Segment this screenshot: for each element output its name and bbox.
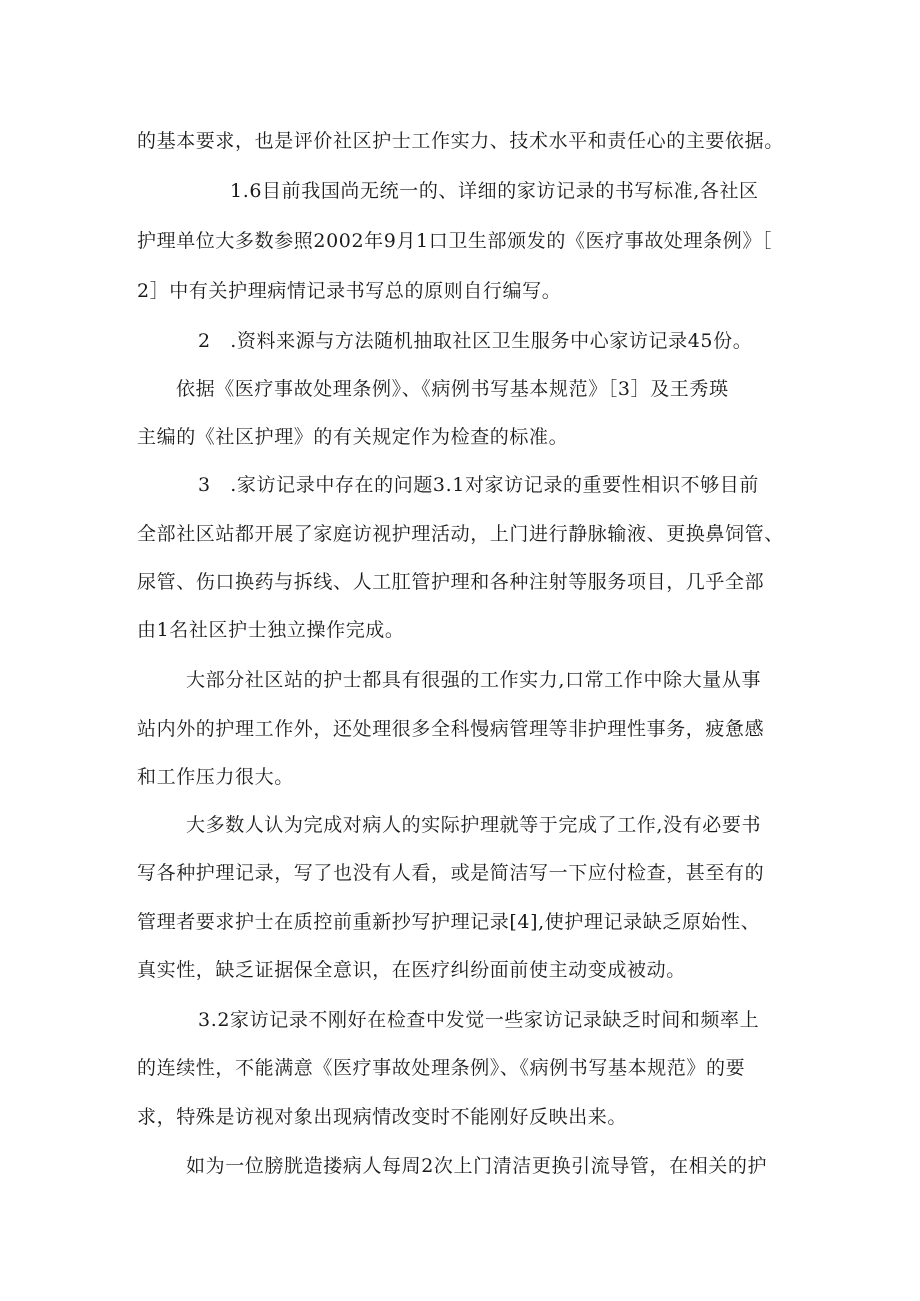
text-line: 尿管、伤口换药与拆线、人工肛管护理和各种注射等服务项目，几乎全部 bbox=[137, 571, 765, 593]
text-line: 3 .家访记录中存在的问题3.1对家访记录的重要性相识不够目前 bbox=[198, 474, 759, 496]
text-line: 1.6目前我国尚无统一的、详细的家访记录的书写标准,各社区 bbox=[230, 180, 759, 202]
text-line: 护理单位大多数参照2002年9月1口卫生部颁发的《医疗事故处理条例》［ bbox=[137, 230, 773, 252]
text-line: 的连续性，不能满意《医疗事故处理条例》、《病例书写基本规范》的要 bbox=[137, 1057, 746, 1079]
text-line: 3.2家访记录不刚好在检查中发觉一些家访记录缺乏时间和频率上 bbox=[198, 1009, 760, 1031]
text-line: 真实性，缺乏证据保全意识，在医疗纠纷面前使主动变成被动。 bbox=[137, 959, 686, 981]
text-line: 大多数人认为完成对病人的实际护理就等于完成了工作,没有必要书 bbox=[186, 814, 762, 836]
text-line: 全部社区站都开展了家庭访视护理活动，上门进行静脉输液、更换鼻饲管、 bbox=[137, 523, 784, 545]
text-line: 求，特殊是访视对象出现病情改变时不能刚好反映出来。 bbox=[137, 1106, 628, 1128]
text-line: 站内外的护理工作外，还处理很多全科慢病管理等非护理性事务，疲惫感 bbox=[137, 718, 765, 740]
text-line: 管理者要求护士在质控前重新抄写护理记录[4],使护理记录缺乏原始性、 bbox=[137, 911, 761, 933]
text-line: 写各种护理记录，写了也没有人看，或是简洁写一下应付检查，甚至有的 bbox=[137, 862, 765, 884]
text-line: 如为一位膀胱造搂病人每周2次上门清洁更换引流导管，在相关的护 bbox=[186, 1155, 768, 1177]
text-line: 依据《医疗事故处理条例》、《病例书写基本规范》［3］及王秀瑛 bbox=[176, 378, 729, 400]
text-line: 的基本要求，也是评价社区护士工作实力、技术水平和责任心的主要依据。 bbox=[137, 130, 784, 152]
text-line: 由1名社区护士独立操作完成。 bbox=[137, 619, 405, 641]
text-line: 2 .资料来源与方法随机抽取社区卫生服务中心家访记录45份。 bbox=[198, 330, 753, 352]
text-line: 大部分社区站的护士都具有很强的工作实力,口常工作中除大量从事 bbox=[186, 669, 762, 691]
text-line: 主编的《社区护理》的有关规定作为检查的标准。 bbox=[137, 426, 569, 448]
text-line: 2］中有关护理病情记录书写总的原则自行编写。 bbox=[137, 280, 562, 302]
text-line: 和工作压力很大。 bbox=[137, 766, 294, 788]
